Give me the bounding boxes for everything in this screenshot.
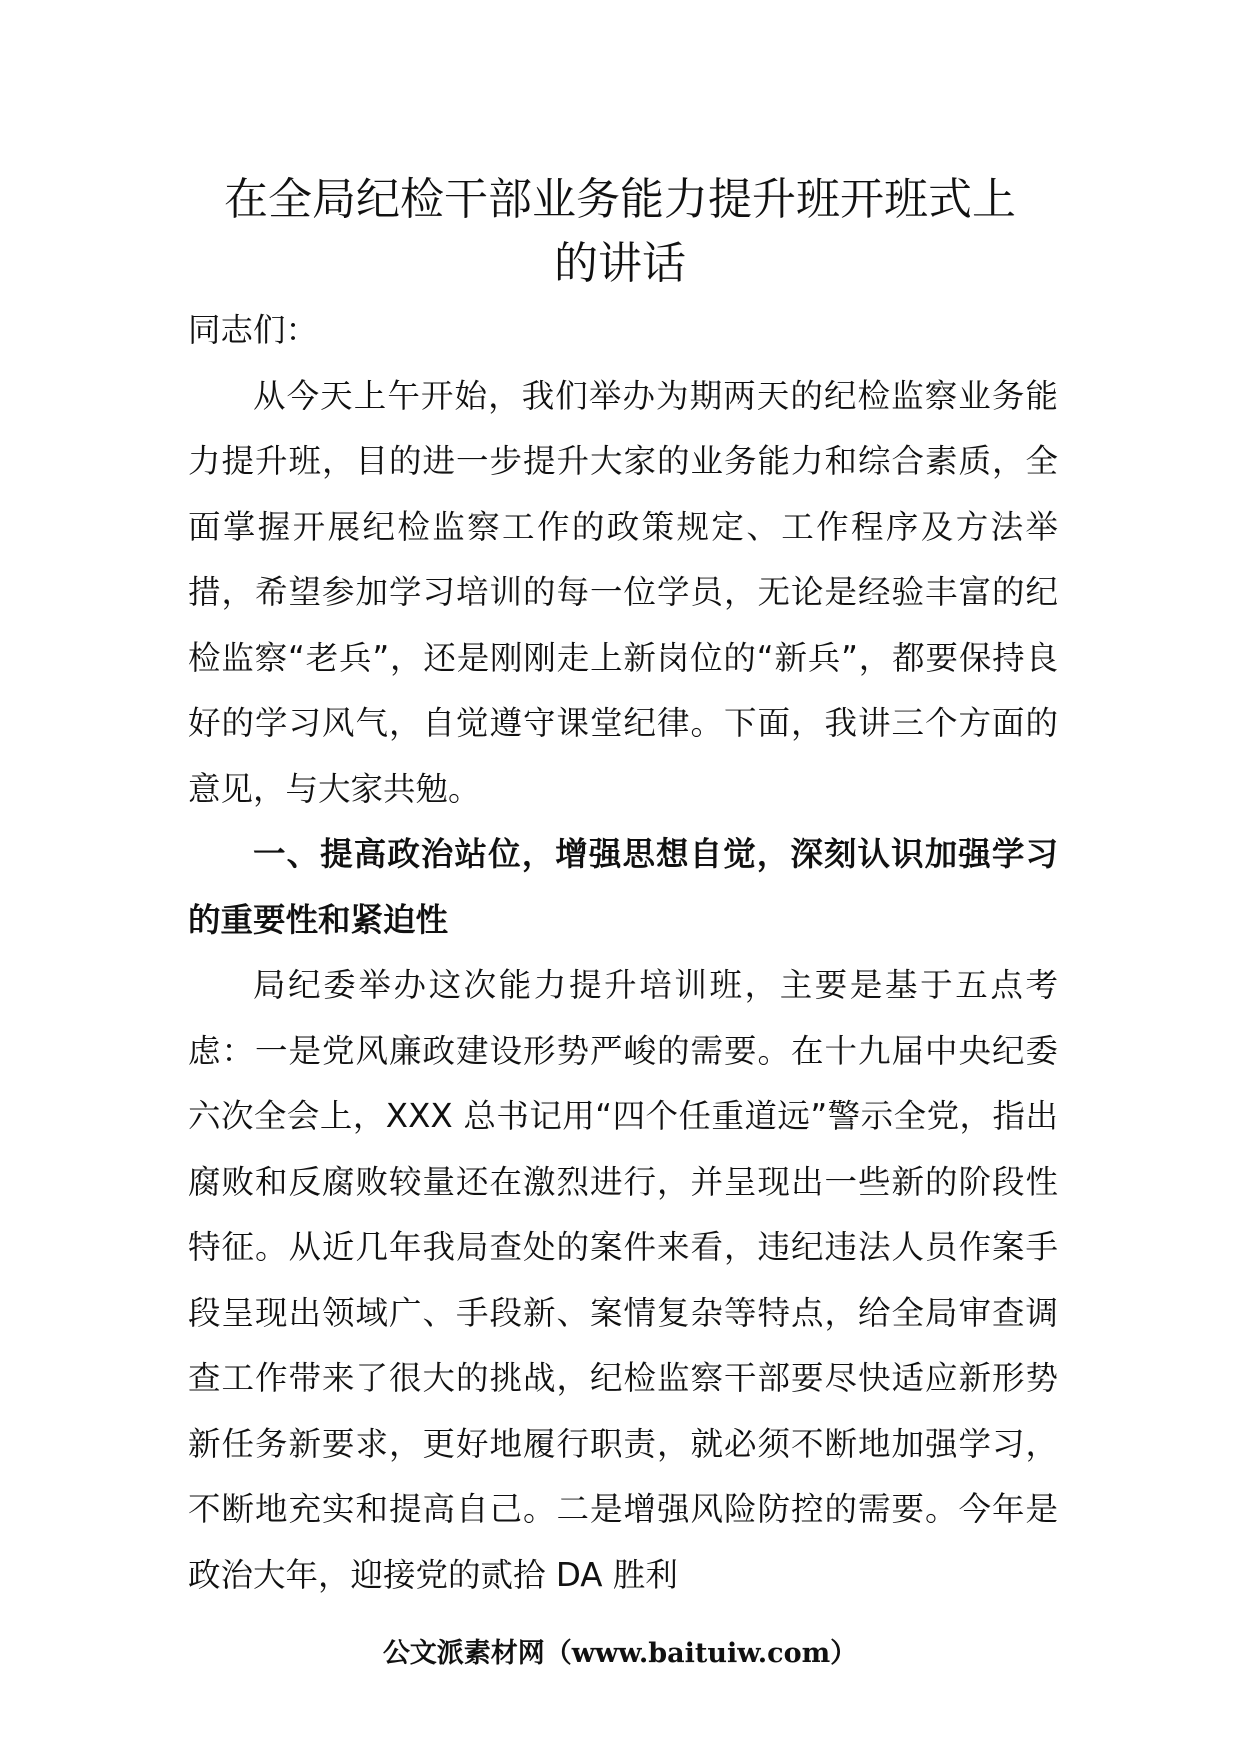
document-title [150, 168, 1090, 296]
title-line-2: 的讲话 [554, 238, 686, 289]
paragraph-intro: 从今天上午开始，我们举办为期两天的纪检监察业务能力提升班，目的进一步提升大家的业务能力和综合素质，全面掌握开展纪检监察工作的政策规定、工作程序及方法举措，希望参加学习培训的每一位学员，无论是经验丰富的纪检监察“老兵”，还是刚刚走上新岗位的“新兵”，都要保持良好的学习风气，自觉遵守课堂纪律。下面，我讲三个方面的意见，与大家共勉。 [188, 376, 1058, 808]
salutation: 同志们： [188, 311, 319, 349]
section-heading-1: 一、提高政治站位，增强思想自觉，深刻认识加强学习的重要性和紧迫性 [188, 835, 1058, 939]
title-line-1: 在全局纪检干部业务能力提升班开班式上 [224, 174, 1016, 225]
footer-watermark: 公文派素材网（www.baituiw.com） [382, 1638, 858, 1669]
paragraph-considerations: 局纪委举办这次能力提升培训班，主要是基于五点考虑：一是党风廉政建设形势严峻的需要。在十九届中央纪委六次全会上，XXX 总书记用“四个任重道远”警示全党，指出腐败和反腐败较量还在激烈进行，并呈现出一些新的阶段性特征。从近几年我局查处的案件来看，违纪违法人员作案手段呈现出领域广、手段新、案情复杂等特点，给全局审查调查工作带来了很大的挑战，纪检监察干部要尽快适应新形势新任务新要求，更好地履行职责，就必须不断地加强学习，不断地充实和提高自己。二是增强风险防控的需要。今年是政治大年，迎接党的贰拾 DA 胜利 [188, 966, 1058, 1594]
document-body [188, 298, 1058, 1608]
